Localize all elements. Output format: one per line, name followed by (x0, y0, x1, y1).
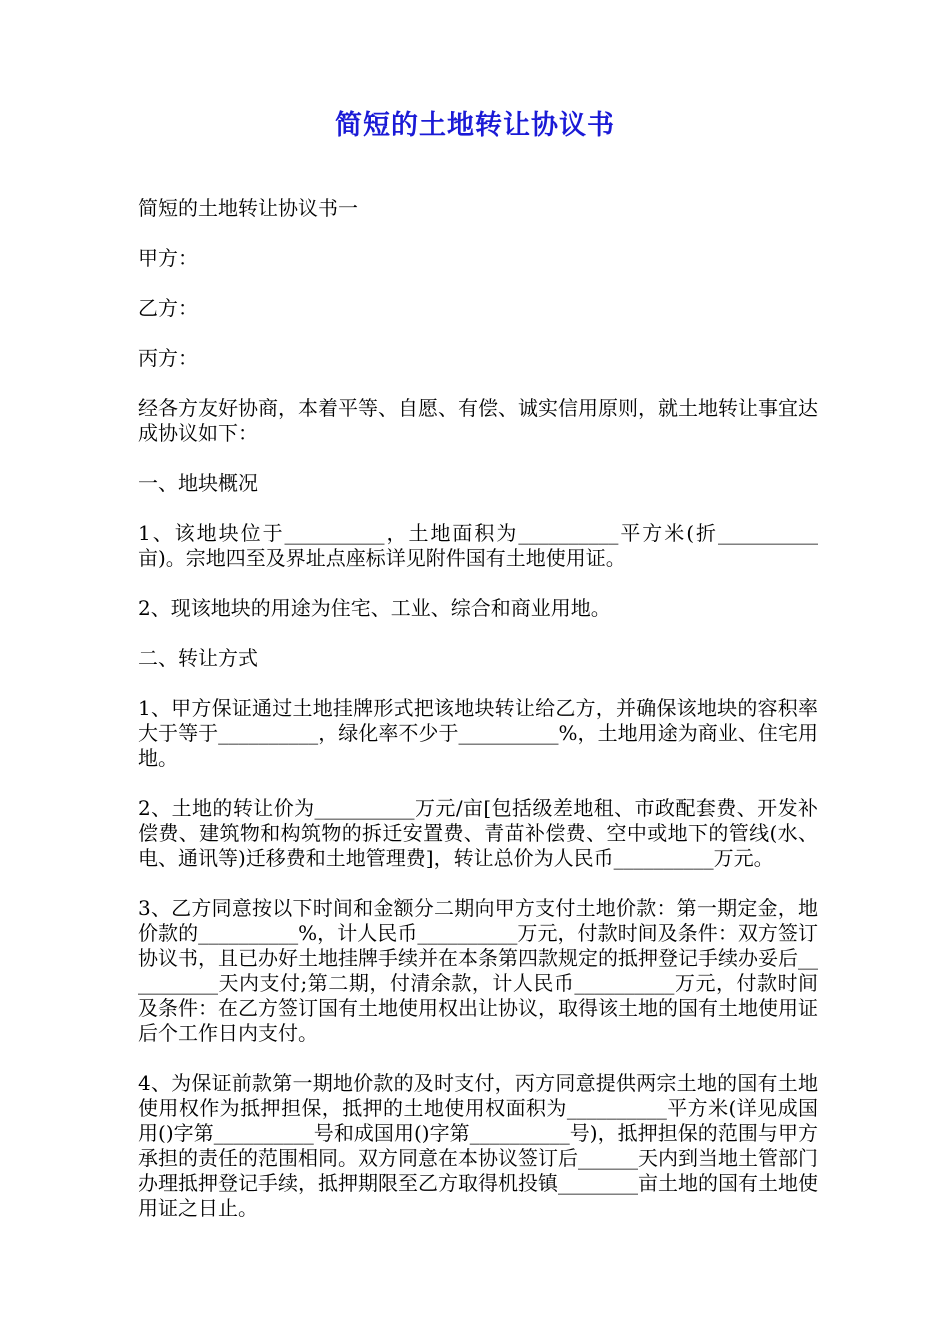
clause-payment-schedule: 3、乙方同意按以下时间和金额分二期向甲方支付土地价款：第一期定金，地价款的__________%，计人民币__________万元，付款时间及条件：双方签订协议书，且已办好土地挂牌手续并在本条第四款规定的抵押登记手续办妥后__________天内支付;第二期，付清余款，计人民币__________万元，付款时间及条件：在乙方签订国有土地使用权出让协议，取得该土地的国有土地使用证后个工作日内支付。 (138, 896, 818, 1045)
clause-mortgage-guarantee: 4、为保证前款第一期地价款的及时支付，丙方同意提供两宗土地的国有土地使用权作为抵押担保，抵押的土地使用权面积为__________平方米(详见成国用()字第__________号和成国用()字第__________号)，抵押担保的范围与甲方承担的责任的范围相同。双方同意在本协议签订后______天内到当地土管部门办理抵押登记手续，抵押期限至乙方取得机投镇________亩土地的国有土地使用证之日止。 (138, 1071, 818, 1220)
section-heading-land-overview: 一、地块概况 (138, 471, 258, 495)
party-a-line: 甲方： (138, 246, 198, 270)
clause-land-location: 1、该地块位于__________，土地面积为__________平方米(折__________亩)。宗地四至及界址点座标详见附件国有土地使用证。 (138, 521, 818, 570)
document-body (138, 196, 818, 1246)
preamble-paragraph: 经各方友好协商，本着平等、自愿、有偿、诚实信用原则，就土地转让事宜达成协议如下： (138, 396, 818, 445)
section-heading-transfer-method: 二、转让方式 (138, 646, 258, 670)
document-title: 简短的土地转让协议书 (335, 110, 615, 141)
party-c-line: 丙方： (138, 346, 198, 370)
party-b-line: 乙方： (138, 296, 198, 320)
clause-land-use: 2、现该地块的用途为住宅、工业、综合和商业用地。 (138, 596, 611, 620)
agreement-subtitle: 简短的土地转让协议书一 (138, 196, 358, 220)
clause-listing-guarantee: 1、甲方保证通过土地挂牌形式把该地块转让给乙方，并确保该地块的容积率大于等于__________，绿化率不少于__________%，土地用途为商业、住宅用地。 (138, 696, 818, 770)
clause-transfer-price: 2、土地的转让价为__________万元/亩[包括级差地租、市政配套费、开发补偿费、建筑物和构筑物的拆迁安置费、青苗补偿费、空中或地下的管线(水、电、通讯等)迁移费和土地管理费]，转让总价为人民币__________万元。 (138, 796, 818, 870)
